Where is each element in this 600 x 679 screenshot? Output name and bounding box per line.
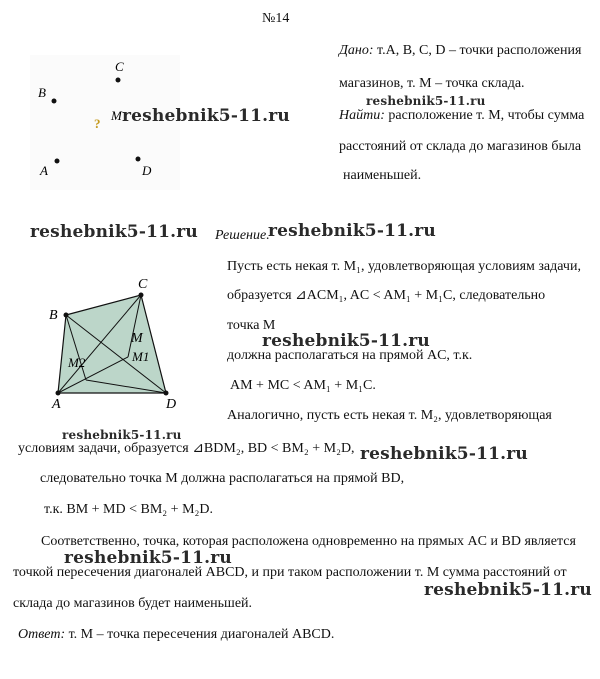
vertex-b — [64, 313, 69, 318]
watermark: reshebnik5-11.ru — [122, 106, 290, 126]
answer-label: Ответ: — [18, 627, 66, 642]
fig2-label-b: B — [49, 308, 58, 323]
find-label: Найти: — [339, 108, 385, 123]
answer-text: т. M – точка пересечения диагоналей ABCD. — [68, 627, 335, 642]
answer-line — [18, 627, 334, 643]
given-line-2: магазинов, т. M – точка склада. — [339, 76, 525, 91]
find-line-2: расстояний от склада до магазинов была — [339, 139, 582, 154]
solution-line-2: образуется ⊿ACM₁, AC < AM₁ + M₁C, следовательно — [227, 288, 546, 303]
quadrilateral-figure — [28, 265, 198, 415]
solution-line-11: точкой пересечения диагоналей ABCD, и при таком расположении т. M сумма расстояний от — [13, 565, 567, 580]
solution-line-5: AM + MC < AM₁ + M₁C. — [230, 378, 376, 393]
fig2-label-c: C — [138, 277, 148, 292]
solution-line-10: Соответственно, точка, которая расположена одновременно на прямых AC и BD является — [41, 534, 576, 549]
solution-line-12: склада до магазинов будет наименьшей. — [13, 596, 253, 611]
watermark: reshebnik5-11.ru — [424, 580, 592, 600]
given-line-1: Дано: т.A, B, C, D – точки расположения — [339, 43, 582, 58]
watermark: reshebnik5-11.ru — [360, 444, 528, 464]
vertex-a — [56, 391, 61, 396]
solution-line-1: Пусть есть некая т. M₁, удовлетворяющая условиям задачи, — [227, 259, 581, 274]
watermark: reshebnik5-11.ru — [30, 222, 198, 242]
label-m: M — [111, 108, 122, 123]
label-a: A — [40, 163, 48, 178]
point-b — [52, 99, 57, 104]
find-line-1: Найти: расположение т. M, чтобы сумма — [339, 108, 585, 123]
fig2-label-m2: M2 — [68, 355, 86, 370]
solution-line-4: должна располагаться на прямой AC, т.к. — [227, 348, 473, 363]
task-number: №14 — [262, 11, 290, 26]
solution-line-9: т.к. BM + MD < BM₂ + M₂D. — [44, 502, 214, 517]
watermark: reshebnik5-11.ru — [64, 548, 232, 568]
label-b: B — [38, 85, 46, 100]
find-line-3: наименьшей. — [343, 168, 422, 183]
watermark: reshebnik5-11.ru — [262, 331, 430, 351]
point-d — [136, 157, 141, 162]
solution-line-6: Аналогично, пусть есть некая т. M₂, удовлетворяющая — [227, 408, 552, 423]
solution-label: Решение. — [215, 228, 270, 243]
solution-line-7: условиям задачи, образуется ⊿BDM₂, BD < BM₂ + M₂D, — [18, 441, 355, 456]
question-mark: ? — [94, 116, 101, 131]
watermark: reshebnik5-11.ru — [268, 221, 436, 241]
label-c: C — [115, 59, 124, 74]
watermark: reshebnik5-11.ru — [366, 94, 486, 108]
vertex-d — [164, 391, 169, 396]
given-label: Дано: — [339, 43, 374, 58]
quadrilateral-abcd — [58, 295, 166, 393]
point-c — [116, 78, 121, 83]
fig2-label-m: M — [131, 331, 143, 346]
solution-line-8: следовательно точка M должна располагаться на прямой BD, — [40, 471, 405, 486]
fig2-label-d: D — [166, 397, 177, 412]
fig2-label-m1: M1 — [132, 349, 150, 364]
vertex-c — [139, 293, 144, 298]
point-a — [55, 159, 60, 164]
watermark: reshebnik5-11.ru — [62, 428, 182, 442]
label-d: D — [142, 163, 152, 178]
solution-line-3: точка M — [227, 318, 276, 333]
fig2-label-a: A — [52, 397, 61, 412]
